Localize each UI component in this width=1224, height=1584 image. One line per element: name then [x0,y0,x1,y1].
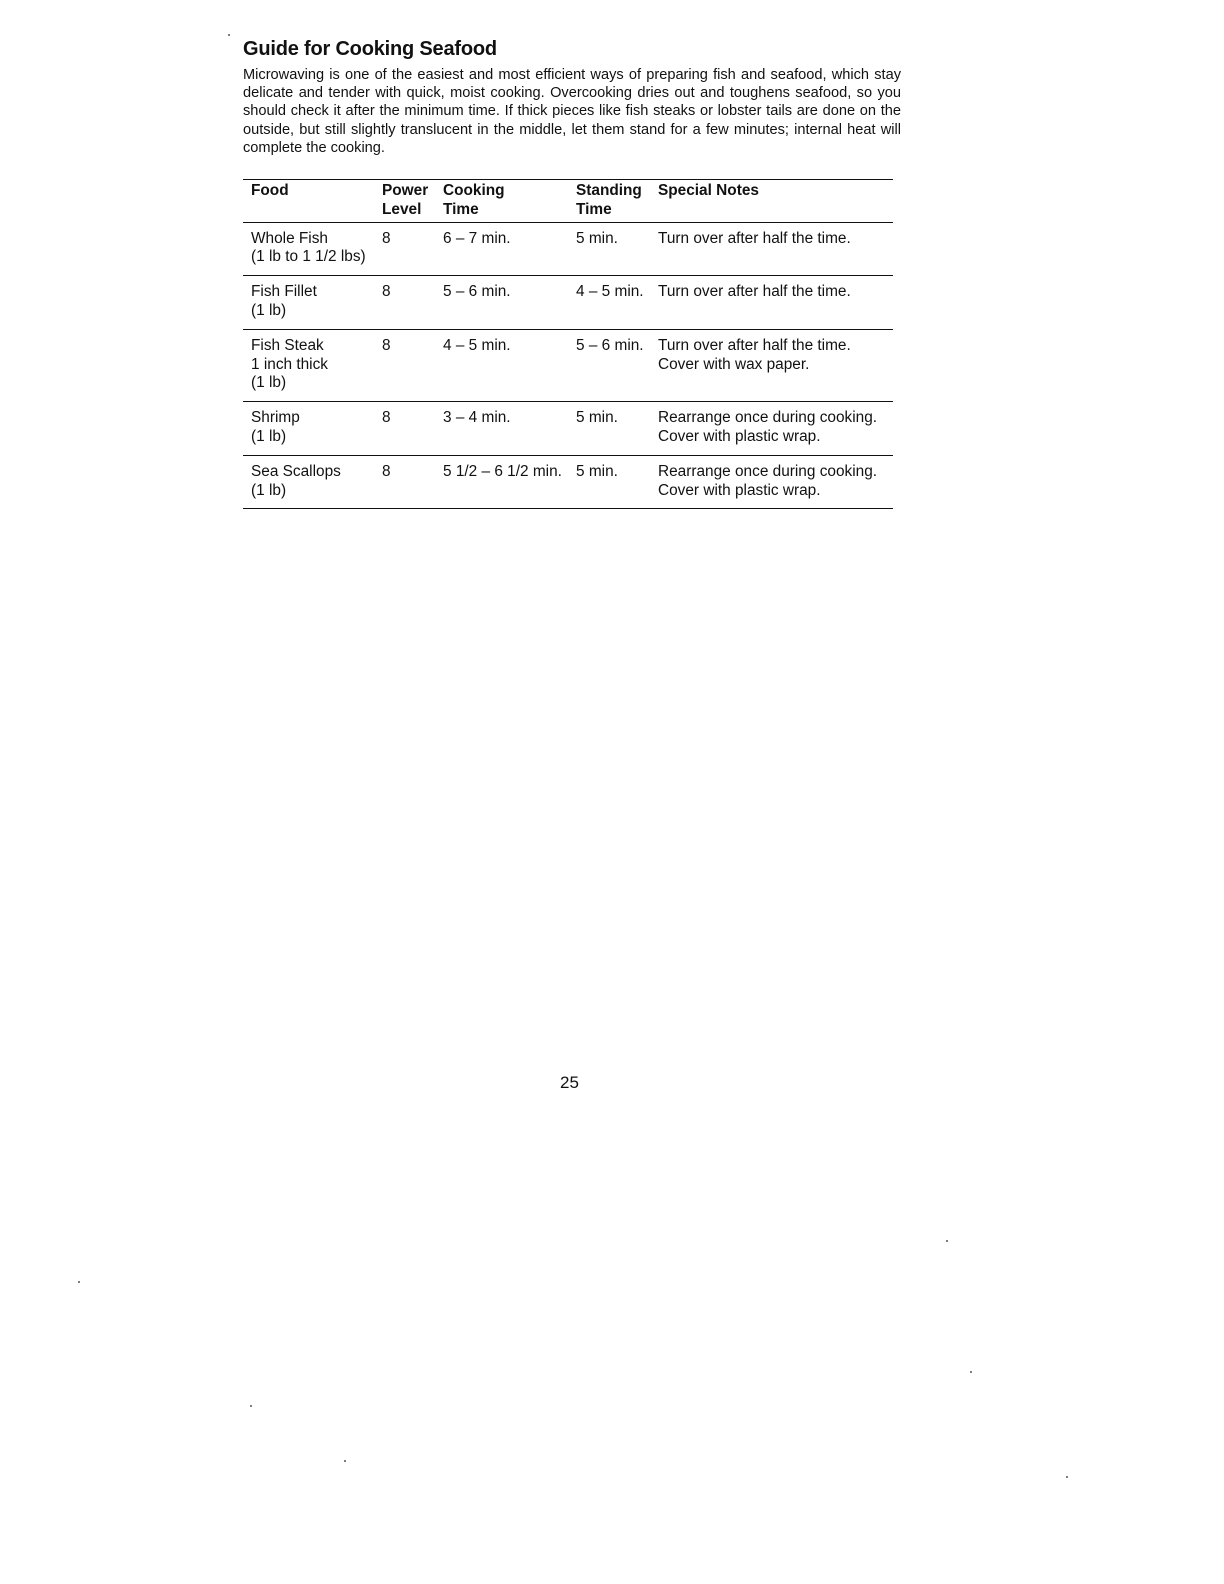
table-row [243,276,893,330]
header-special-notes: Special Notes [658,180,893,223]
cell-standing-time: 4 – 5 min. [576,276,658,330]
cell-food: Shrimp (1 lb) [243,402,382,456]
cell-cooking-time: 3 – 4 min. [443,402,576,456]
table-row [243,329,893,401]
scan-speck [250,1405,252,1407]
intro-paragraph: Microwaving is one of the easiest and most efficient ways of preparing fish and seafood, which stay delicate and tender with quick, moist cooking. Overcooking dries out and toughens seafood, so you should check it after the minimum time. If thick pieces like fish steaks or lobster tails are done on the outside, but still slightly translucent in the middle, let them stand for a few minutes; internal heat will complete the cooking. [243,67,901,156]
cell-special-notes: Turn over after half the time. [658,276,893,330]
cell-standing-time: 5 min. [576,462,618,480]
header-cooking-time: Cooking Time [443,180,576,223]
cell-power-level: 8 [382,402,443,456]
cell-power-level: 8 [382,329,443,401]
cell-food: Whole Fish (1 lb to 1 1/2 lbs) [243,222,382,276]
cell-power-level: 8 [382,462,391,480]
cell-cooking-time: 6 – 7 min. [443,222,576,276]
cell-cooking-time: 4 – 5 min. [443,329,576,401]
table-row [243,222,893,276]
cell-food: Sea Scallops (1 lb) [251,462,341,499]
scan-speck [78,1281,80,1283]
table-row [243,455,893,509]
table-header-row [243,180,893,223]
cell-standing-time: 5 min. [576,222,658,276]
scan-speck [1066,1476,1068,1478]
cell-power-level: 8 [382,276,443,330]
seafood-cooking-table [243,179,893,509]
cell-food: Fish Fillet (1 lb) [243,276,382,330]
scan-speck [970,1371,972,1373]
cell-special-notes: Rearrange once during cooking. Cover with plastic wrap. [658,462,878,499]
cell-cooking-time: 5 – 6 min. [443,276,576,330]
cell-food: Fish Steak 1 inch thick (1 lb) [243,329,382,401]
cell-standing-time: 5 min. [576,402,658,456]
cell-cooking-time: 5 1/2 – 6 1/2 min. [443,462,562,480]
table-row [243,402,893,456]
scan-speck [344,1460,346,1462]
scan-speck [946,1240,948,1242]
cell-special-notes: Turn over after half the time. Cover with wax paper. [658,329,893,401]
page-title: Guide for Cooking Seafood [243,38,497,60]
cell-standing-time: 5 – 6 min. [576,329,658,401]
scan-speck [228,34,230,36]
header-standing-time: Standing Time [576,180,658,223]
cell-special-notes: Rearrange once during cooking. Cover with plastic wrap. [658,402,893,456]
page-number: 25 [560,1073,579,1092]
header-power-level: Power Level [382,180,443,223]
header-food: Food [243,180,382,223]
cell-special-notes: Turn over after half the time. [658,222,893,276]
cell-power-level: 8 [382,222,443,276]
